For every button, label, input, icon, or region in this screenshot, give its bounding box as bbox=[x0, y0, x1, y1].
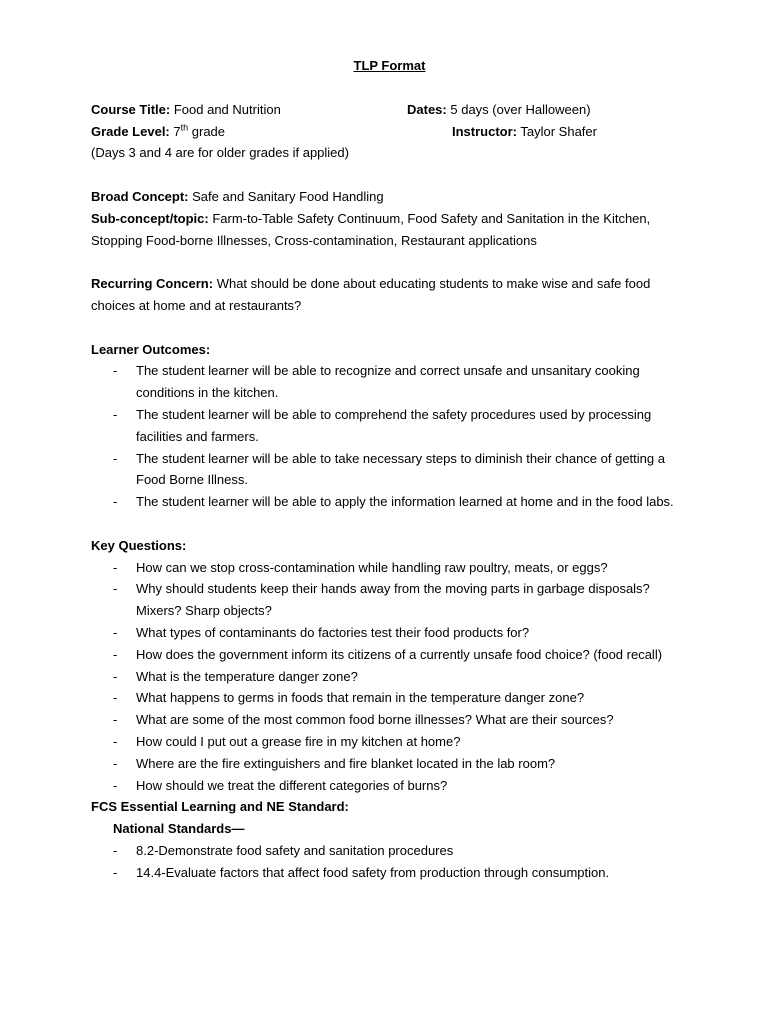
key-questions-list bbox=[91, 557, 688, 797]
dates-field bbox=[407, 99, 591, 121]
list-item: - How should we treat the different categories of burns? bbox=[91, 775, 688, 797]
key-questions-heading: Key Questions: bbox=[91, 537, 187, 553]
list-item: - The student learner will be able to apply the information learned at home and in the food labs. bbox=[91, 491, 688, 513]
list-item: - Where are the fire extinguishers and fire blanket located in the lab room? bbox=[91, 753, 688, 775]
dates-value: 5 days (over Halloween) bbox=[450, 101, 591, 117]
broad-concept-label: Broad Concept: bbox=[91, 188, 189, 204]
list-item: - What are some of the most common food borne illnesses? What are their sources? bbox=[91, 709, 688, 731]
sub-concept-label: Sub-concept/topic: bbox=[91, 210, 209, 226]
list-item: - What is the temperature danger zone? bbox=[91, 666, 688, 688]
course-title-row bbox=[91, 99, 688, 121]
national-standards-list bbox=[91, 840, 688, 884]
document-title: TLP Format bbox=[353, 58, 426, 73]
days-note: (Days 3 and 4 are for older grades if applied) bbox=[91, 145, 349, 161]
instructor-label: Instructor: bbox=[452, 123, 517, 139]
recurring-concern-label: Recurring Concern: bbox=[91, 276, 214, 292]
grade-level-word: grade bbox=[191, 123, 226, 139]
grade-level-number: 7 bbox=[173, 123, 181, 139]
standards-heading: FCS Essential Learning and NE Standard: bbox=[91, 799, 349, 815]
list-item: - 8.2-Demonstrate food safety and sanitation procedures bbox=[91, 840, 688, 862]
list-item: - What types of contaminants do factories test their food products for? bbox=[91, 622, 688, 644]
list-item: - Why should students keep their hands away from the moving parts in garbage disposals? Mixers? Sharp objects? bbox=[91, 578, 688, 622]
course-title-value: Food and Nutrition bbox=[173, 101, 281, 117]
dates-label: Dates: bbox=[407, 101, 447, 117]
grade-level-suffix: th bbox=[180, 122, 189, 133]
list-item: - The student learner will be able to recognize and correct unsafe and unsanitary cooking conditions in the kitchen. bbox=[91, 360, 688, 404]
recurring-concern-value: What should be done about educating students to make wise and safe food choices at home and at restaurants? bbox=[91, 276, 651, 313]
learner-outcomes-heading: Learner Outcomes: bbox=[91, 341, 211, 357]
sub-concept-value: Farm-to-Table Safety Continuum, Food Safety and Sanitation in the Kitchen, Stopping Food-borne Illnesses, Cross-contamination, Restaurant applications bbox=[91, 210, 651, 248]
list-item: - How can we stop cross-contamination while handling raw poultry, meats, or eggs? bbox=[91, 557, 688, 579]
instructor-field bbox=[452, 121, 597, 143]
list-item: - The student learner will be able to comprehend the safety procedures used by processing facilities and farmers. bbox=[91, 404, 688, 448]
list-item: - What happens to germs in foods that remain in the temperature danger zone? bbox=[91, 687, 688, 709]
grade-level-label: Grade Level: bbox=[91, 123, 170, 139]
list-item: - 14.4-Evaluate factors that affect food safety from production through consumption. bbox=[91, 862, 688, 884]
recurring-concern bbox=[91, 273, 688, 317]
list-item: - How does the government inform its citizens of a currently unsafe food choice? (food recall) bbox=[91, 644, 688, 666]
national-standards-heading: National Standards— bbox=[113, 821, 245, 837]
broad-concept bbox=[91, 186, 688, 208]
course-title-label: Course Title: bbox=[91, 101, 171, 117]
broad-concept-value: Safe and Sanitary Food Handling bbox=[192, 188, 384, 204]
instructor-value: Taylor Shafer bbox=[520, 123, 597, 139]
learner-outcomes-list bbox=[91, 360, 688, 513]
list-item: - How could I put out a grease fire in my kitchen at home? bbox=[91, 731, 688, 753]
sub-concept bbox=[91, 208, 688, 252]
list-item: - The student learner will be able to take necessary steps to diminish their chance of getting a Food Borne Illness. bbox=[91, 448, 688, 492]
grade-level-row bbox=[91, 121, 688, 143]
